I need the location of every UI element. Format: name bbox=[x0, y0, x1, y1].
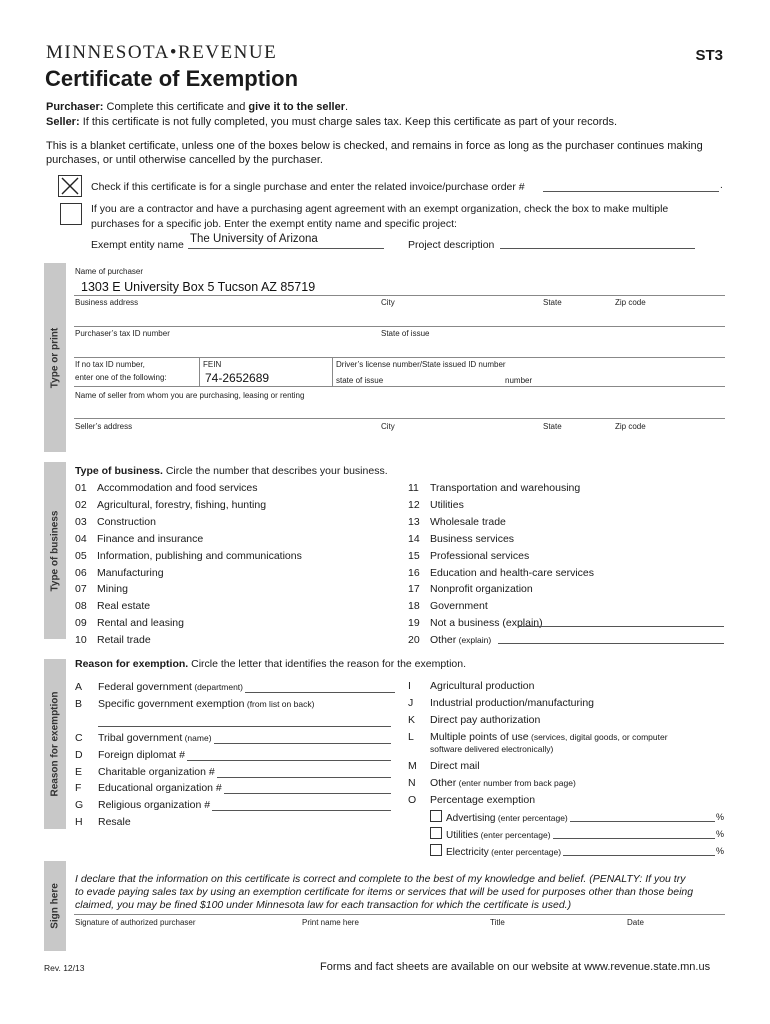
purchaser-text: Complete this certificate and bbox=[106, 101, 246, 113]
business-number: 19 bbox=[408, 617, 420, 630]
reason-item-a[interactable] bbox=[75, 681, 243, 693]
business-item-08[interactable] bbox=[75, 600, 150, 612]
percentage-item-electricity[interactable] bbox=[430, 844, 561, 858]
reason-label: Foreign diplomat # bbox=[98, 749, 185, 761]
contractor-checkbox[interactable] bbox=[60, 203, 82, 225]
percent-sign: % bbox=[716, 829, 725, 839]
reason-letter: B bbox=[75, 698, 83, 710]
reason-label: Federal government bbox=[98, 681, 192, 693]
reason-label: Direct mail bbox=[430, 760, 480, 772]
business-label: Professional services bbox=[430, 549, 530, 562]
business-label: Other bbox=[430, 634, 457, 647]
blanket-line-1: This is a blanket certificate, unless one of the boxes below is checked, and remains in force as long as the purchaser continues making bbox=[46, 140, 703, 152]
business-number: 03 bbox=[75, 515, 87, 528]
reason-letter: K bbox=[408, 714, 416, 726]
dl-state-of-issue-label: state of issue bbox=[336, 376, 384, 385]
business-note: (explain) bbox=[456, 635, 492, 646]
website-text: Forms and fact sheets are available on our website at www.revenue.state.mn.us bbox=[320, 961, 711, 973]
reason-note: (services, digital goods, or computer bbox=[528, 732, 668, 742]
fein-dl-field[interactable] bbox=[74, 386, 725, 387]
reason-label: Educational organization # bbox=[98, 782, 222, 794]
seller-zip-label: Zip code bbox=[615, 422, 646, 431]
reason-item-j[interactable] bbox=[408, 697, 594, 709]
purchaser-period: . bbox=[345, 101, 349, 113]
seller-name-label: Name of seller from whom you are purchasing, leasing or renting bbox=[75, 391, 305, 400]
sign-here-label: Sign here bbox=[49, 883, 61, 929]
reason-letter: J bbox=[408, 697, 414, 709]
reason-label: Percentage exemption bbox=[430, 794, 536, 806]
revision-label: Rev. 12/13 bbox=[44, 963, 85, 973]
business-item-06[interactable] bbox=[75, 567, 164, 579]
exempt-entity-label: Exempt entity name bbox=[91, 239, 184, 251]
business-item-05[interactable] bbox=[75, 550, 302, 562]
no-tax-id-line-2: enter one of the following: bbox=[75, 373, 167, 382]
reason-f-field[interactable] bbox=[224, 793, 391, 794]
percentage-note: (enter percentage) bbox=[495, 813, 568, 823]
business-number: 08 bbox=[75, 600, 87, 613]
business-item-03[interactable] bbox=[75, 516, 156, 528]
percentage-item-advertising[interactable] bbox=[430, 810, 568, 824]
reason-letter: F bbox=[75, 782, 82, 794]
type-of-business-sidebar bbox=[44, 462, 66, 639]
business-item-02[interactable] bbox=[75, 499, 266, 511]
dl-number-label: number bbox=[505, 376, 533, 385]
minnesota-revenue-logo: MINNESOTA•REVENUE bbox=[46, 42, 278, 63]
drivers-license-label: Driver’s license number/State issued ID number bbox=[336, 360, 506, 369]
single-purchase-checkbox[interactable] bbox=[58, 175, 82, 197]
business-label: Finance and insurance bbox=[97, 532, 204, 545]
city-label: City bbox=[381, 298, 395, 307]
business-number: 10 bbox=[75, 634, 87, 647]
percentage-checkbox[interactable] bbox=[430, 827, 442, 839]
business-number: 09 bbox=[75, 617, 87, 630]
type-or-print-sidebar bbox=[44, 263, 66, 452]
business-number: 04 bbox=[75, 532, 87, 545]
purchaser-name-label: Name of purchaser bbox=[75, 267, 144, 276]
reason-item-h[interactable] bbox=[75, 816, 131, 828]
business-item-18[interactable] bbox=[408, 600, 488, 612]
reason-letter: A bbox=[75, 681, 83, 693]
reason-letter: N bbox=[408, 777, 416, 789]
reason-item-e[interactable] bbox=[75, 766, 215, 778]
reason-label: Tribal government bbox=[98, 732, 183, 744]
percentage-note: (enter percentage) bbox=[478, 830, 551, 840]
business-item-11[interactable] bbox=[408, 482, 580, 494]
percentage-item-utilities[interactable] bbox=[430, 827, 551, 841]
page-title: Certificate of Exemption bbox=[45, 66, 299, 91]
reason-note: (name) bbox=[182, 733, 212, 743]
blanket-line-2: purchases, or until otherwise cancelled by the purchaser. bbox=[46, 154, 323, 166]
percentage-checkbox[interactable] bbox=[430, 844, 442, 856]
invoice-number-field[interactable] bbox=[543, 191, 719, 192]
project-description-label: Project description bbox=[408, 239, 495, 251]
business-number: 02 bbox=[75, 498, 87, 511]
business-number: 15 bbox=[408, 549, 420, 562]
tax-id-field[interactable] bbox=[74, 357, 725, 358]
reason-label: Resale bbox=[98, 816, 131, 828]
reason-item-b[interactable] bbox=[75, 698, 314, 710]
business-item-12[interactable] bbox=[408, 499, 464, 511]
reason-letter: M bbox=[408, 760, 417, 772]
check-x-icon bbox=[59, 176, 81, 196]
reason-heading-bold: Reason for exemption. bbox=[75, 658, 189, 670]
business-number: 13 bbox=[408, 515, 420, 528]
no-tax-id-line-1: If no tax ID number, bbox=[75, 360, 145, 369]
reason-label: Charitable organization # bbox=[98, 766, 215, 778]
type-of-business-label: Type of business bbox=[49, 510, 61, 591]
signature-label: Signature of authorized purchaser bbox=[75, 918, 196, 927]
reason-item-d[interactable] bbox=[75, 749, 185, 761]
purchaser-tax-id-label: Purchaser’s tax ID number bbox=[75, 329, 170, 338]
business-number: 07 bbox=[75, 583, 87, 596]
reason-label: Direct pay authorization bbox=[430, 714, 541, 726]
reason-a-field[interactable] bbox=[245, 692, 395, 693]
business-number: 20 bbox=[408, 634, 420, 647]
percent-sign: % bbox=[716, 846, 725, 856]
reason-for-exemption-sidebar bbox=[44, 659, 66, 829]
business-address-label: Business address bbox=[75, 298, 139, 307]
reason-c-field[interactable] bbox=[214, 743, 391, 744]
business-label: Agricultural, forestry, fishing, hunting bbox=[97, 498, 267, 511]
business-number: 18 bbox=[408, 600, 420, 613]
reason-letter: L bbox=[408, 731, 414, 743]
reason-heading-text: Circle the letter that identifies the reason for the exemption. bbox=[191, 658, 467, 670]
business-item-13[interactable] bbox=[408, 516, 506, 528]
reason-label: Specific government exemption bbox=[98, 698, 245, 710]
seller-text: If this certificate is not fully completed, you must charge sales tax. Keep this certificate as part of your records. bbox=[82, 116, 618, 128]
business-item-20[interactable] bbox=[408, 634, 491, 646]
purchaser-address-value: 1303 E University Box 5 Tucson AZ 85719 bbox=[81, 280, 316, 294]
seller-instruction bbox=[46, 116, 617, 128]
seller-label: Seller: bbox=[46, 116, 80, 128]
seller-city-label: City bbox=[381, 422, 395, 431]
business-label: Information, publishing and communications bbox=[97, 549, 302, 562]
reason-for-exemption-label: Reason for exemption bbox=[49, 691, 61, 797]
business-label: Not a business (explain) bbox=[430, 617, 543, 630]
business-label: Accommodation and food services bbox=[97, 482, 258, 494]
state-label: State bbox=[543, 298, 562, 307]
reason-letter: D bbox=[75, 749, 83, 761]
percentage-field[interactable] bbox=[553, 838, 715, 839]
purchaser-instruction bbox=[46, 101, 348, 113]
seller-address-label: Seller’s address bbox=[75, 422, 133, 431]
reason-label: Agricultural production bbox=[430, 680, 535, 692]
single-purchase-text: Check if this certificate is for a single purchase and enter the related invoice/purchase order # bbox=[91, 181, 525, 193]
title-label: Title bbox=[490, 918, 505, 927]
reason-b-extra-field[interactable] bbox=[98, 726, 391, 727]
business-number: 06 bbox=[75, 566, 87, 579]
print-name-label: Print name here bbox=[302, 918, 359, 927]
exempt-entity-value: The University of Arizona bbox=[190, 233, 318, 245]
reason-letter: H bbox=[75, 816, 83, 828]
business-number: 17 bbox=[408, 583, 420, 596]
business-item-09[interactable] bbox=[75, 617, 184, 629]
reason-item-m[interactable] bbox=[408, 760, 480, 772]
reason-note: (enter number from back page) bbox=[456, 778, 576, 788]
zip-label: Zip code bbox=[615, 298, 646, 307]
fein-value: 74-2652689 bbox=[205, 371, 270, 385]
business-label: Transportation and warehousing bbox=[430, 482, 581, 494]
not-a-business-explain-field[interactable] bbox=[518, 626, 724, 627]
business-label: Real estate bbox=[97, 600, 151, 613]
reason-note: (from list on back) bbox=[244, 699, 315, 709]
contractor-line-2: purchases for a specific job. Enter the exempt entity name and specific project: bbox=[91, 218, 457, 230]
percentage-label: Utilities bbox=[446, 830, 479, 841]
business-label: Government bbox=[430, 600, 488, 613]
reason-item-l[interactable] bbox=[408, 731, 668, 743]
percentage-field[interactable] bbox=[563, 855, 715, 856]
percentage-label: Electricity bbox=[446, 847, 489, 858]
reason-note-2: software delivered electronically) bbox=[430, 744, 554, 754]
form-number: ST3 bbox=[695, 47, 723, 64]
business-label: Wholesale trade bbox=[430, 515, 506, 528]
fein-label: FEIN bbox=[203, 360, 222, 369]
reason-label: Religious organization # bbox=[98, 799, 211, 811]
business-heading-bold: Type of business. bbox=[75, 465, 163, 477]
business-label: Manufacturing bbox=[97, 566, 164, 579]
business-number: 11 bbox=[408, 482, 419, 494]
reason-item-f[interactable] bbox=[75, 782, 222, 794]
signature-line[interactable] bbox=[74, 914, 725, 915]
purchaser-name-field[interactable] bbox=[74, 295, 725, 296]
business-item-16[interactable] bbox=[408, 567, 594, 579]
reason-d-field[interactable] bbox=[187, 760, 391, 761]
business-item-01[interactable] bbox=[75, 482, 258, 494]
reason-label: Industrial production/manufacturing bbox=[430, 697, 595, 709]
business-item-07[interactable] bbox=[75, 583, 128, 595]
reason-item-k[interactable] bbox=[408, 714, 540, 726]
reason-e-field[interactable] bbox=[217, 777, 391, 778]
reason-label: Multiple points of use bbox=[430, 731, 529, 743]
business-label: Mining bbox=[97, 583, 128, 596]
business-label: Construction bbox=[97, 515, 156, 528]
business-item-19[interactable] bbox=[408, 617, 543, 629]
business-label: Education and health-care services bbox=[430, 566, 595, 579]
business-item-17[interactable] bbox=[408, 583, 533, 595]
reason-heading bbox=[75, 658, 466, 670]
business-number: 05 bbox=[75, 549, 87, 562]
seller-name-field[interactable] bbox=[74, 418, 725, 419]
percentage-checkbox[interactable] bbox=[430, 810, 442, 822]
percentage-label: Advertising bbox=[446, 813, 496, 824]
reason-item-o[interactable] bbox=[408, 794, 535, 806]
reason-letter: O bbox=[408, 794, 417, 806]
seller-state-label: State bbox=[543, 422, 562, 431]
contractor-line-1: If you are a contractor and have a purchasing agent agreement with an exempt organization, check the box to make multiple bbox=[91, 203, 669, 215]
percentage-note: (enter percentage) bbox=[488, 847, 562, 857]
reason-item-g[interactable] bbox=[75, 799, 210, 811]
exempt-entity-field[interactable] bbox=[188, 248, 384, 249]
reason-g-field[interactable] bbox=[212, 810, 391, 811]
sign-here-sidebar bbox=[44, 861, 66, 951]
business-heading bbox=[75, 465, 388, 477]
reason-item-i[interactable] bbox=[408, 680, 534, 692]
declaration-line-2: to evade paying sales tax by using an exemption certificate for items or services that will be used for purposes other than those being bbox=[75, 886, 694, 898]
other-business-explain-field[interactable] bbox=[498, 643, 724, 644]
project-description-field[interactable] bbox=[500, 248, 695, 249]
date-label: Date bbox=[627, 918, 644, 927]
business-item-14[interactable] bbox=[408, 533, 514, 545]
percent-sign: % bbox=[716, 812, 725, 822]
declaration-line-1: I declare that the information on this certificate is correct and complete to the best of my knowledge and belief. (PENALTY: If you try bbox=[75, 873, 686, 885]
business-label: Nonprofit organization bbox=[430, 583, 533, 596]
reason-letter: E bbox=[75, 766, 83, 778]
type-or-print-label: Type or print bbox=[49, 327, 61, 388]
business-number: 16 bbox=[408, 566, 420, 579]
business-label: Rental and leasing bbox=[97, 617, 184, 630]
state-of-issue-label: State of issue bbox=[381, 329, 430, 338]
business-number: 01 bbox=[75, 482, 87, 494]
reason-label: Other bbox=[430, 777, 457, 789]
business-label: Business services bbox=[430, 532, 515, 545]
purchaser-bold-text: give it to the seller bbox=[248, 101, 345, 113]
business-heading-text: Circle the number that describes your business. bbox=[165, 465, 388, 477]
reason-item-c[interactable] bbox=[75, 732, 212, 744]
reason-note: (department) bbox=[191, 682, 243, 692]
business-item-04[interactable] bbox=[75, 533, 203, 545]
business-number: 12 bbox=[408, 498, 420, 511]
reason-letter: G bbox=[75, 799, 84, 811]
purchaser-label: Purchaser: bbox=[46, 101, 104, 113]
business-label: Retail trade bbox=[97, 634, 151, 647]
reason-letter: C bbox=[75, 732, 83, 744]
declaration-line-3: claimed, you may be fined $100 under Minnesota law for each transaction for which the certificate is used.) bbox=[75, 899, 572, 911]
business-label: Utilities bbox=[430, 498, 464, 511]
business-address-field[interactable] bbox=[74, 326, 725, 327]
business-item-10[interactable] bbox=[75, 634, 151, 646]
business-item-15[interactable] bbox=[408, 550, 529, 562]
reason-item-n[interactable] bbox=[408, 777, 576, 789]
reason-letter: I bbox=[408, 680, 411, 692]
business-number: 14 bbox=[408, 532, 420, 545]
percentage-field[interactable] bbox=[570, 821, 715, 822]
